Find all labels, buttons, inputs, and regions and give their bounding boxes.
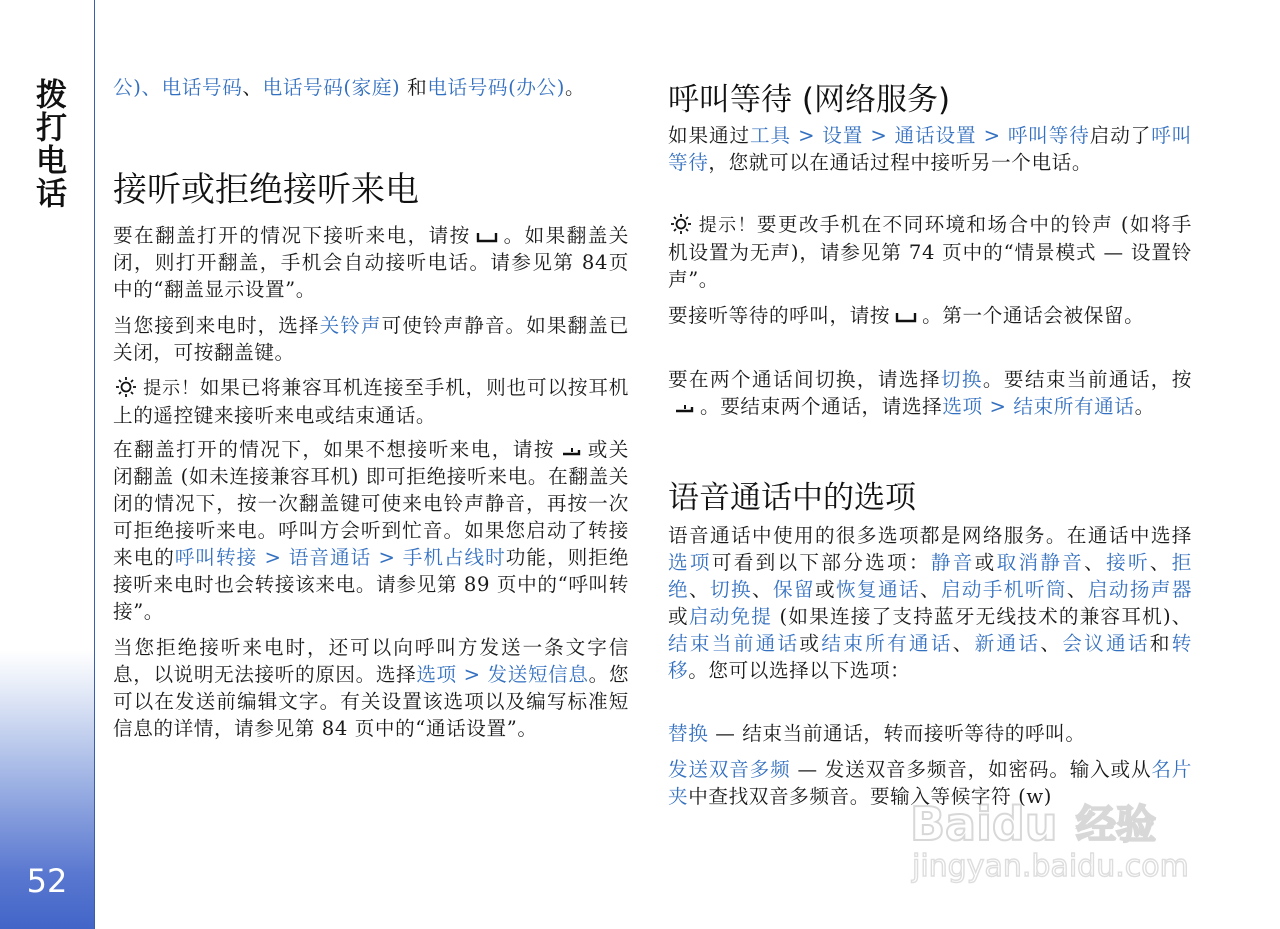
- call-key-icon: [475, 230, 499, 244]
- link-swap[interactable]: 切换: [940, 368, 983, 391]
- link-call-settings[interactable]: 通话设置: [894, 124, 977, 147]
- link-transfer[interactable]: 转移: [668, 632, 1192, 682]
- paragraph-silence: 当您接到来电时，选择关铃声可使铃声静音。如果翻盖已关闭，可按翻盖键。: [113, 314, 630, 364]
- link-end-all-calls-2[interactable]: 结束所有通话: [821, 632, 953, 655]
- link-conference[interactable]: 会议通话: [1062, 632, 1150, 655]
- tip-icon: [668, 213, 698, 235]
- link-phone-number[interactable]: 电话号码: [161, 76, 243, 99]
- watermark-brand: Baidu: [910, 797, 1058, 851]
- section-heading-call-waiting: 呼叫等待 (网络服务): [668, 82, 951, 118]
- link-contacts[interactable]: 名片夹: [668, 758, 1192, 808]
- tip-label: 提示！: [143, 378, 200, 399]
- link-options-2[interactable]: 选项: [942, 395, 983, 418]
- link-new-call[interactable]: 新通话: [974, 632, 1041, 655]
- link-send-dtmf[interactable]: 发送双音多频: [668, 758, 791, 781]
- paragraph-call-waiting: 如果通过工具 > 设置 > 通话设置 > 呼叫等待启动了呼叫等待，您就可以在通话过程中接听另一个电话。: [668, 124, 1192, 174]
- link-answer[interactable]: 接听: [1106, 551, 1150, 574]
- section-heading-answer-reject: 接听或拒绝接听来电: [113, 170, 419, 210]
- link-if-busy[interactable]: 手机占线时: [402, 546, 506, 569]
- watermark-brand-cn: 经验: [1076, 802, 1156, 848]
- link-activate-handsfree[interactable]: 启动免提: [688, 605, 773, 628]
- paragraph-reject: 在翻盖打开的情况下，如果不想接听来电，请按 或关闭翻盖 (如未连接兼容耳机) 即可拒绝接听来电。在翻盖关闭的情况下，按一次翻盖键可使来电铃声静音，再按一次可拒绝接听来电。呼叫方会听到忙音。如果您启动了转接来电的呼叫转接 > 语音通话 > 手机占线时功能，则拒绝接听来电时也会转接该来电。请参见第 89 页中的“呼叫转接”。: [113, 438, 630, 623]
- tip-headset: 提示！如果已将兼容耳机连接至手机，则也可以按耳机上的遥控键来接听来电或结束通话。: [113, 376, 629, 427]
- link-reject[interactable]: 拒绝: [668, 551, 1192, 601]
- tip-ringtone: 提示！要更改手机在不同环境和场合中的铃声 (如将手机设置为无声)，请参见第 74 页中的“情景模式 — 设置铃声”。: [668, 213, 1192, 291]
- link-phone-office-tail[interactable]: 公)、: [113, 76, 162, 99]
- link-phone-office[interactable]: 电话号码(办公): [427, 76, 565, 99]
- link-end-active-call[interactable]: 结束当前通话: [668, 632, 800, 655]
- link-activate-loudspeaker[interactable]: 启动扬声器: [1087, 578, 1193, 601]
- chapter-title: 拨打电话: [30, 78, 66, 210]
- link-call-waiting[interactable]: 呼叫等待: [1007, 124, 1090, 147]
- section-heading-voice-options: 语音通话中的选项: [668, 480, 916, 516]
- end-key-icon: [672, 401, 696, 415]
- link-send-message[interactable]: 发送短信息: [487, 663, 589, 686]
- watermark-url: jingyan.baidu.com: [912, 849, 1189, 884]
- link-voice-calls[interactable]: 语音通话: [288, 546, 372, 569]
- link-phone-home[interactable]: 电话号码(家庭): [262, 76, 401, 99]
- link-silence[interactable]: 关铃声: [319, 314, 382, 337]
- link-options-3[interactable]: 选项: [668, 551, 712, 574]
- paragraph-dtmf: 发送双音多频 — 发送双音多频音，如密码。输入或从名片夹中查找双音多频音。要输入等候字符 (w): [668, 758, 1192, 808]
- baidu-watermark: [906, 788, 1206, 884]
- page-number: 52: [26, 862, 68, 900]
- paragraph-answer: 要在翻盖打开的情况下接听来电，请按 。如果翻盖关闭，则打开翻盖，手机会自动接听电话。请参见第 84页中的“翻盖显示设置”。: [113, 224, 629, 301]
- tip-label: 提示！: [698, 215, 757, 236]
- paragraph-answer-waiting: 要接听等待的呼叫，请按 。第一个通话会被保留。: [668, 304, 1145, 327]
- call-key-icon: [894, 310, 918, 324]
- link-end-all-calls[interactable]: 结束所有通话: [1013, 395, 1135, 418]
- link-hold[interactable]: 保留: [772, 578, 815, 601]
- chapter-sidebar: [0, 0, 95, 929]
- paragraph-send-message: 当您拒绝接听来电时，还可以向呼叫方发送一条文字信息，以说明无法接听的原因。选择选项 > 发送短信息。您可以在发送前编辑文字。有关设置该选项以及编写标准短信息的详情，请参见第 84 页中的“通话设置”。: [113, 636, 630, 740]
- intro-paragraph: 公)、电话号码、电话号码(家庭) 和电话号码(办公)。: [113, 76, 586, 99]
- link-call-divert[interactable]: 呼叫转接: [174, 546, 258, 569]
- paragraph-swap: 要在两个通话间切换，请选择切换。要结束当前通话，按。要结束两个通话，请选择选项 > 结束所有通话。: [668, 368, 1192, 418]
- link-mute[interactable]: 静音: [930, 551, 975, 574]
- link-unhold[interactable]: 恢复通话: [835, 578, 920, 601]
- link-swap-2[interactable]: 切换: [710, 578, 752, 601]
- end-key-icon: [559, 444, 583, 458]
- link-activate-handset[interactable]: 启动手机听筒: [940, 578, 1067, 601]
- link-replace[interactable]: 替换: [668, 722, 709, 745]
- tip-icon: [113, 376, 143, 398]
- paragraph-voice-options: 语音通话中使用的很多选项都是网络服务。在通话中选择选项可看到以下部分选项：静音或取消静音、接听、拒绝、切换、保留或恢复通话、启动手机听筒、启动扬声器或启动免提 (如果连接了支持蓝牙无线技术的兼容耳机)、结束当前通话或结束所有通话、新通话、会议通话和转移。您可以选择以下选项：: [668, 524, 1193, 682]
- paragraph-replace: 替换 — 结束当前通话，转而接听等待的呼叫。: [668, 722, 1086, 745]
- link-tools[interactable]: 工具: [749, 124, 791, 147]
- link-options[interactable]: 选项: [416, 663, 457, 686]
- link-call-waiting-2[interactable]: 呼叫等待: [668, 124, 1192, 174]
- link-unmute[interactable]: 取消静音: [996, 551, 1085, 574]
- link-settings[interactable]: 设置: [822, 124, 864, 147]
